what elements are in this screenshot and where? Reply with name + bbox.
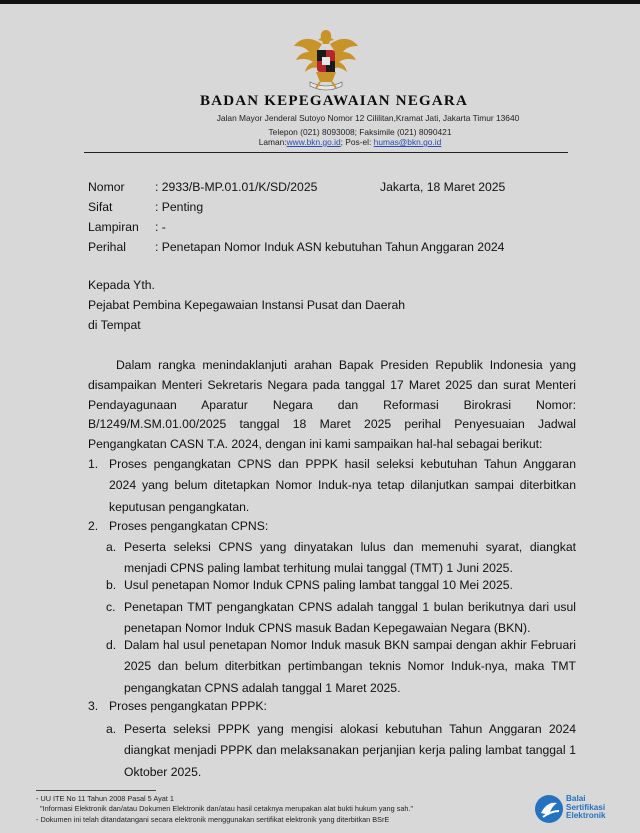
mail-label: ; Pos-el:: [340, 137, 374, 147]
perihal-label: Perihal: [88, 240, 126, 254]
org-name: BADAN KEPEGAWAIAN NEGARA: [200, 93, 468, 109]
cpns-b-number: b.: [106, 578, 117, 592]
bsre-line-1: Balai: [566, 794, 586, 803]
footer-signature-note: - Dokumen ini telah ditandatangani secara elektronik menggunakan sertifikat elektronik yang diterbitkan BSrE: [36, 815, 390, 824]
recipient-name: Pejabat Pembina Kepegawaian Instansi Pusat dan Daerah: [88, 298, 406, 312]
pppk-a-number: a.: [106, 722, 117, 736]
bsre-logo-text: [566, 795, 606, 821]
item-3-text: Proses pengangkatan PPPK:: [109, 699, 267, 713]
item-1-number: 1.: [88, 457, 99, 471]
letter-date: Jakarta, 18 Maret 2025: [380, 180, 506, 194]
lampiran-label: Lampiran: [88, 220, 139, 234]
item-2-text: Proses pengangkatan CPNS:: [109, 519, 269, 533]
nomor-label: Nomor: [88, 180, 125, 194]
email-link[interactable]: humas@bkn.go.id: [373, 137, 442, 147]
recipient-salutation: Kepada Yth.: [88, 278, 155, 292]
perihal-value: : Penetapan Nomor Induk ASN kebutuhan Tahun Anggaran 2024: [155, 240, 505, 254]
recipient-place: di Tempat: [88, 318, 141, 332]
website-link[interactable]: www.bkn.go.id: [286, 137, 341, 147]
scan-top-border: [0, 0, 640, 4]
cpns-a-text: Peserta seleksi CPNS yang dinyatakan lulus dan memenuhi syarat, diangkat menjadi CPNS paling lambat terhitung mulai tanggal (TMT) 1 Juni 2025.: [124, 540, 576, 576]
sifat-label: Sifat: [88, 200, 113, 214]
cpns-c-number: c.: [106, 600, 116, 614]
org-address: Jalan Mayor Jenderal Sutoyo Nomor 12 Cililitan,Kramat Jati, Jakarta Timur 13640: [216, 113, 520, 123]
bsre-line-2: Sertifikasi: [566, 802, 606, 812]
bsre-line-3: Elektronik: [566, 811, 606, 821]
footer-ite-law: - UU ITE No 11 Tahun 2008 Pasal 5 Ayat 1: [36, 794, 174, 803]
footer-divider: [36, 790, 156, 791]
nomor-value: : 2933/B-MP.01.01/K/SD/2025: [155, 180, 318, 194]
cpns-c-text: Penetapan TMT pengangkatan CPNS adalah tanggal 1 bulan berikutnya dari usul penetapan Nomor Induk CPNS masuk Badan Kepegawaian Negara (BKN).: [124, 600, 576, 636]
sifat-value: : Penting: [155, 200, 204, 214]
footer-ite-quote: "Informasi Elektronik dan/atau Dokumen Elektronik dan/atau hasil cetaknya merupakan alat bukti hukum yang sah.": [40, 804, 414, 813]
org-contacts: [30, 137, 640, 147]
cpns-a-number: a.: [106, 540, 117, 554]
cpns-b-text: Usul penetapan Nomor Induk CPNS paling lambat tanggal 10 Mei 2025.: [124, 578, 513, 592]
web-label: Laman:: [258, 137, 287, 147]
item-2-number: 2.: [88, 519, 99, 533]
item-3-number: 3.: [88, 699, 99, 713]
org-phone: Telepon (021) 8093008; Faksimile (021) 8090421: [268, 127, 452, 137]
letterhead-divider: [84, 152, 568, 153]
cpns-d-number: d.: [106, 638, 117, 652]
pppk-a-text: Peserta seleksi PPPK yang mengisi alokasi kebutuhan Tahun Anggaran 2024 diangkat menjadi PPPK dan melaksanakan perjanjian kerja paling lambat tanggal 1 Oktober 2025.: [124, 722, 576, 779]
item-1-text: Proses pengangkatan CPNS dan PPPK hasil seleksi kebutuhan Tahun Anggaran 2024 yang belum ditetapkan Nomor Induk-nya tetap dilanjutkan sampai diterbitkan keputusan pengangkatan.: [109, 457, 576, 514]
garuda-emblem-icon: [292, 26, 360, 92]
cpns-d-text: Dalam hal usul penetapan Nomor Induk masuk BKN sampai dengan akhir Februari 2025 dan belum diterbitkan pertimbangan teknis Nomor Induk-nya, maka TMT pengangkatan CPNS adalah tanggal 1 Maret 2025.: [124, 638, 576, 695]
intro-paragraph: Dalam rangka menindaklanjuti arahan Bapak Presiden Republik Indonesia yang disampaikan Menteri Sekretaris Negara pada tanggal 17 Maret 2025 dan surat Menteri Pendayagunaan Aparatur Negara dan Reformasi Birokrasi Nomor: B/1249/M.SM.01.00/2025 tanggal 18 Maret 2025 perihal Penyesuaian Jadwal Pengangkatan CASN T.A. 2024, dengan ini kami sampaikan hal-hal sebagai berikut:: [88, 358, 576, 452]
lampiran-value: : -: [155, 220, 166, 234]
